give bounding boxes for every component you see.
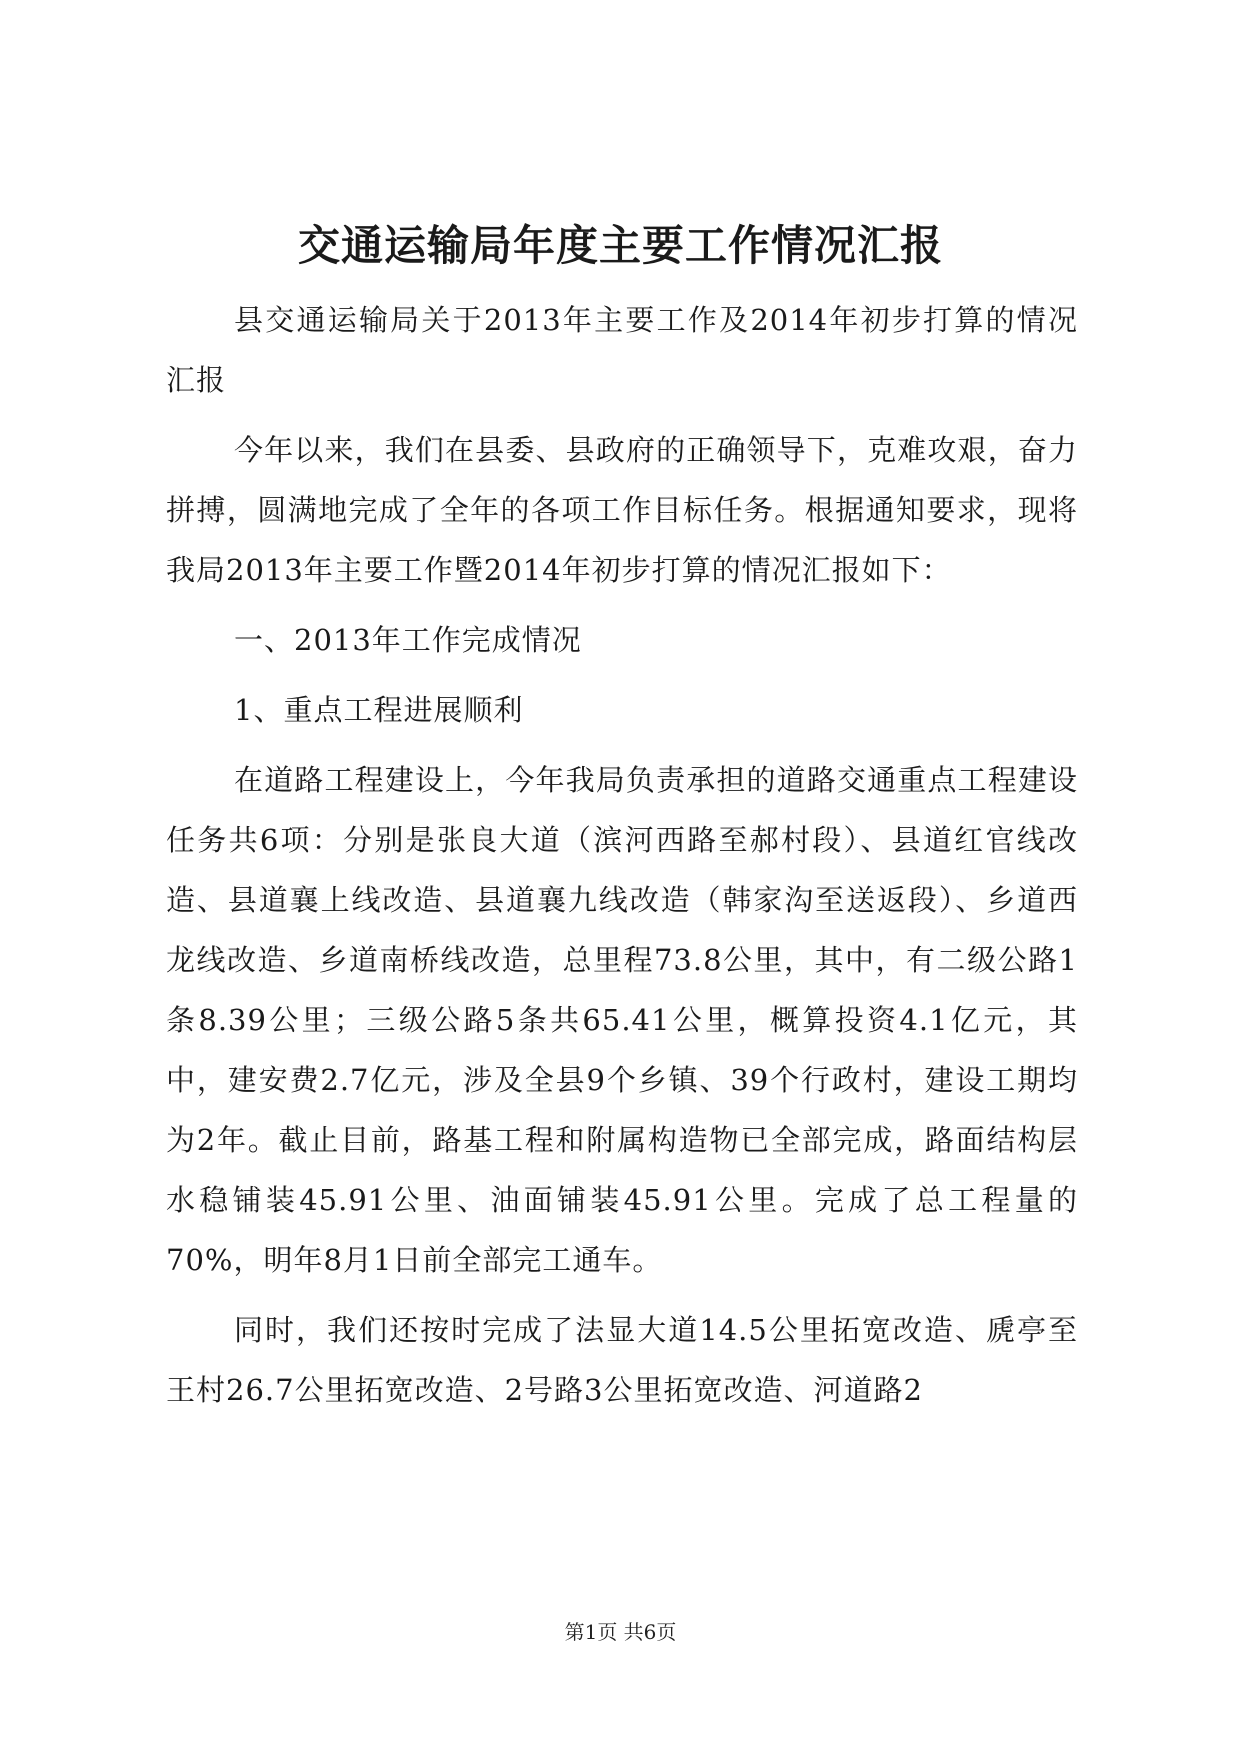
paragraph: 县交通运输局关于2013年主要工作及2014年初步打算的情况汇报 xyxy=(166,303,1078,397)
paragraph: 今年以来，我们在县委、县政府的正确领导下，克难攻艰，奋力拼搏，圆满地完成了全年的各项工作目标任务。根据通知要求，现将我局2013年主要工作暨2014年初步打算的情况汇报如下： xyxy=(166,433,1078,587)
subsection-heading: 1、重点工程进展顺利 xyxy=(234,693,524,727)
section-heading: 一、2013年工作完成情况 xyxy=(234,623,582,657)
page-footer: 第1页 共6页 xyxy=(564,1620,677,1644)
document-body xyxy=(166,290,1078,1420)
document-title: 交通运输局年度主要工作情况汇报 xyxy=(297,221,943,270)
paragraph: 在道路工程建设上，今年我局负责承担的道路交通重点工程建设任务共6项：分别是张良大道（滨河西路至郝村段）、县道红官线改造、县道襄上线改造、县道襄九线改造（韩家沟至送返段）、乡道西龙线改造、乡道南桥线改造，总里程73.8公里，其中，有二级公路1条8.39公里；三级公路5条共65.41公里，概算投资4.1亿元，其中，建安费2.7亿元，涉及全县9个乡镇、39个行政村，建设工期均为2年。截止目前，路基工程和附属构造物已全部完成，路面结构层水稳铺装45.91公里、油面铺装45.91公里。完成了总工程量的70%，明年8月1日前全部完工通车。 xyxy=(166,763,1078,1277)
paragraph: 同时，我们还按时完成了法显大道14.5公里拓宽改造、虒亭至王村26.7公里拓宽改造、2号路3公里拓宽改造、河道路2 xyxy=(166,1313,1078,1407)
